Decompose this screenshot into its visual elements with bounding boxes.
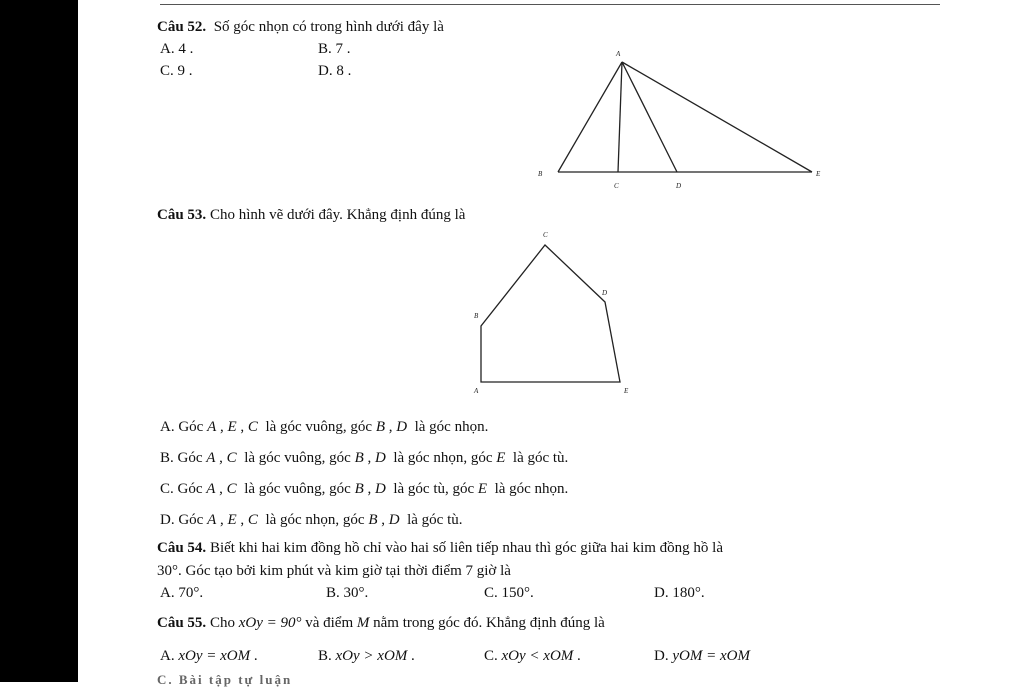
q55-mid: và điểm — [305, 615, 354, 631]
q54-b-value: 30° — [343, 585, 365, 601]
q53-c-prefix: C. Góc — [160, 481, 203, 497]
q53-d-sep-3: , — [381, 512, 385, 528]
q53-label-b: B — [474, 312, 479, 320]
q53-a-angle-5: D — [396, 419, 408, 435]
q53-c-sep-1: , — [219, 481, 223, 497]
left-black-bar — [0, 0, 78, 682]
q53-c-part-2: là góc vuông, góc — [244, 481, 351, 497]
q54-number: Câu 54. — [157, 540, 207, 556]
q55-c-letter: C. — [484, 648, 498, 664]
q53-d-angle-3: C — [247, 512, 258, 528]
q54-d-end: . — [700, 585, 705, 601]
q55-number: Câu 55. — [157, 615, 207, 631]
q53-a-part-3: là góc nhọn. — [414, 419, 489, 435]
q54-stem-1: Biết khi hai kim đồng hồ chỉ vào hai số liên tiếp nhau thì góc giữa hai kim đồng hồ là — [209, 540, 723, 556]
q55-cho: Cho — [209, 615, 235, 631]
q54-option-d — [654, 584, 705, 602]
q55-option-a — [160, 647, 258, 665]
q53-label-d: D — [602, 289, 608, 297]
q53-b-part-3: là góc nhọn, góc — [393, 450, 493, 466]
q53-a-angle-4: B — [375, 419, 385, 435]
q54-c-end: . — [530, 585, 534, 601]
q55-d-expr: yOM = xOM — [672, 648, 750, 664]
q53-pentagon — [481, 245, 620, 382]
q52-option-c: C. 9 . — [160, 63, 193, 79]
q53-option-c — [160, 480, 568, 498]
q53-a-part-2: là góc vuông, góc — [265, 419, 373, 435]
q54-c-value: 150° — [501, 585, 531, 601]
q52-option-b: B. 7 . — [318, 41, 351, 57]
q53-a-angle-3: C — [247, 419, 258, 435]
q53-b-sep-1: , — [219, 450, 223, 466]
q55-a-letter: A. — [160, 648, 175, 664]
q54-option-a — [160, 584, 203, 602]
q53-c-part-4: là góc nhọn. — [494, 481, 569, 497]
q53-b-angle-1: A — [206, 450, 216, 466]
q54-a-letter: A. — [160, 585, 175, 601]
q52-segment-ab — [558, 62, 622, 172]
q53-b-part-2: là góc vuông, góc — [244, 450, 351, 466]
q55-b-letter: B. — [318, 648, 332, 664]
q55-c-expr: xOy < xOM — [501, 648, 574, 664]
q53-c-sep-3: , — [367, 481, 372, 497]
q53-d-angle-1: A — [207, 512, 217, 528]
q53-stem: Cho hình vẽ dưới đây. Khẳng định đúng là — [209, 207, 466, 223]
q52-number: Câu 52. — [157, 19, 207, 35]
q52-segment-ae — [622, 62, 812, 172]
q53-a-prefix: A. Góc — [160, 419, 204, 435]
q53-c-angle-4: B — [354, 481, 364, 497]
q52-label-b: B — [538, 170, 543, 178]
q55-rest: nằm trong góc đó. Khẳng định đúng là — [373, 615, 605, 631]
q54-b-letter: B. — [326, 585, 340, 601]
q53-c-part-3: là góc tù, góc — [393, 481, 475, 497]
q53-d-prefix: D. Góc — [160, 512, 204, 528]
q54-line-1 — [157, 539, 723, 557]
q54-option-c — [484, 584, 534, 602]
q53-d-angle-5: D — [388, 512, 400, 528]
q54-angle: 30° — [157, 563, 178, 579]
top-rule — [160, 4, 940, 5]
q53-d-sep-2: , — [240, 512, 245, 528]
q52-heading — [157, 18, 444, 36]
q53-label-e: E — [624, 387, 629, 395]
q54-line-2 — [157, 562, 511, 580]
q52-label-d: D — [676, 182, 682, 190]
q53-b-part-4: là góc tù. — [512, 450, 569, 466]
q55-b-end: . — [411, 648, 415, 664]
q54-c-letter: C. — [484, 585, 498, 601]
q52-label-a: A — [616, 50, 621, 58]
q54-option-b — [326, 584, 368, 602]
q52-label-c: C — [614, 182, 619, 190]
q53-a-sep-3: , — [388, 419, 393, 435]
q54-a-end: . — [199, 585, 204, 601]
q53-d-angle-4: B — [368, 512, 378, 528]
q53-a-angle-2: E — [227, 419, 237, 435]
q53-option-d — [160, 511, 463, 529]
q53-figure — [440, 225, 650, 405]
q53-b-sep-3: , — [367, 450, 372, 466]
q54-b-end: . — [364, 585, 369, 601]
q54-d-letter: D. — [654, 585, 669, 601]
q53-option-b — [160, 449, 568, 467]
q52-figure — [530, 50, 840, 200]
q53-a-sep-2: , — [240, 419, 245, 435]
q53-d-sep-1: , — [220, 512, 224, 528]
q55-heading — [157, 614, 605, 632]
q55-option-c — [484, 647, 581, 665]
q55-given: xOy = 90° — [238, 615, 302, 631]
q53-d-angle-2: E — [227, 512, 237, 528]
section-heading-partial: C. Bài tập tự luận — [157, 672, 293, 687]
q53-c-angle-5: D — [375, 481, 386, 497]
q53-b-angle-5: D — [375, 450, 386, 466]
q55-c-end: . — [577, 648, 581, 664]
q53-c-angle-1: A — [206, 481, 216, 497]
q53-a-sep-1: , — [220, 419, 224, 435]
q52-stem: Số góc nhọn có trong hình dưới đây là — [213, 19, 444, 35]
q55-d-letter: D. — [654, 648, 669, 664]
q53-c-angle-2: C — [226, 481, 237, 497]
q53-heading — [157, 206, 465, 224]
q53-b-angle-6: E — [496, 450, 506, 466]
q55-point: M — [356, 615, 370, 631]
q53-option-a — [160, 418, 488, 436]
q53-label-c: C — [543, 231, 548, 239]
q54-stem-2: . Góc tạo bởi kim phút và kim giờ tại thời điểm 7 giờ là — [178, 563, 511, 579]
q55-option-b — [318, 647, 415, 665]
q53-d-part-2: là góc nhọn, góc — [265, 512, 365, 528]
q55-b-expr: xOy > xOM — [335, 648, 408, 664]
q53-label-a: A — [474, 387, 479, 395]
q54-a-value: 70° — [178, 585, 200, 601]
q53-c-angle-6: E — [477, 481, 488, 497]
q54-d-value: 180° — [672, 585, 701, 601]
q53-d-part-3: là góc tù. — [407, 512, 463, 528]
q53-b-prefix: B. Góc — [160, 450, 203, 466]
q53-b-angle-2: C — [226, 450, 237, 466]
q53-number: Câu 53. — [157, 207, 207, 223]
q52-label-e: E — [816, 170, 821, 178]
q55-a-end: . — [253, 648, 258, 664]
q55-a-expr: xOy = xOM — [178, 648, 251, 664]
q53-b-angle-4: B — [354, 450, 364, 466]
q52-option-a: A. 4 . — [160, 41, 194, 57]
q55-option-d — [654, 647, 750, 665]
q53-a-angle-1: A — [207, 419, 217, 435]
q52-segment-ac — [618, 62, 622, 172]
q52-option-d: D. 8 . — [318, 63, 352, 79]
